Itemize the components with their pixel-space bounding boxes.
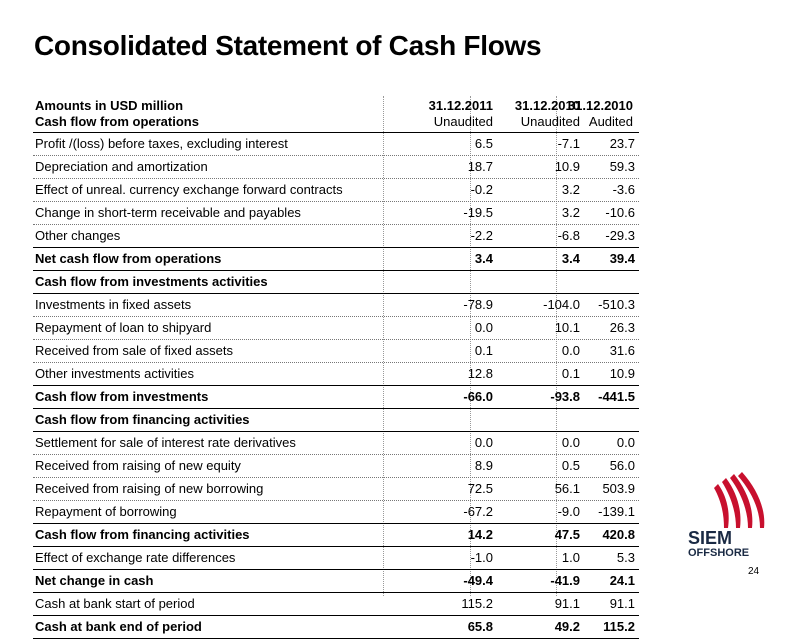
row-value: 0.1 [561,366,580,381]
row-value: -10.6 [605,205,635,220]
column-date: 31.12.2010 [514,98,580,113]
row-value: 59.3 [609,159,635,174]
row-value: -41.9 [550,573,580,588]
row-value: -7.1 [557,136,580,151]
row-value: 5.3 [616,550,635,565]
row-value: -66.0 [463,389,493,404]
units-label: Amounts in USD million [35,98,184,113]
row-label: Cash flow from investments activities [35,274,268,289]
column-status: Audited [588,114,633,129]
table-row [33,340,639,363]
row-value: 3.2 [561,182,580,197]
row-value: -49.4 [463,573,493,588]
row-value: -3.6 [612,182,635,197]
row-label: Change in short-term receivable and payables [35,205,301,220]
row-value: 0.1 [474,343,493,358]
row-value: 72.5 [467,481,493,496]
row-value: -6.8 [557,228,580,243]
row-value: 3.2 [561,205,580,220]
row-label: Received from sale of fixed assets [35,343,233,358]
table-row [33,317,639,340]
row-value: 0.0 [561,343,580,358]
row-value: 91.1 [554,596,580,611]
row-value: 91.1 [609,596,635,611]
row-label: Settlement for sale of interest rate derivatives [35,435,296,450]
table-row-total [33,271,639,294]
table-row [33,294,639,317]
row-label: Effect of exchange rate differences [35,550,236,565]
row-label: Depreciation and amortization [35,159,208,174]
row-value: 49.2 [554,619,580,634]
row-value: 31.6 [609,343,635,358]
row-label: Net change in cash [35,573,154,588]
row-label: Investments in fixed assets [35,297,192,312]
row-label: Cash flow from financing activities [35,412,250,427]
logo-text-siem: SIEM [688,528,733,548]
row-label: Cash flow from financing activities [35,527,250,542]
row-label: Cash flow from investments [35,389,209,404]
row-label: Other investments activities [35,366,194,381]
row-value: 12.8 [467,366,493,381]
row-value: 1.0 [561,550,580,565]
table-row-total [33,570,639,593]
row-value: 14.2 [467,527,493,542]
column-date: 31.12.2011 [428,98,493,113]
table-row [33,501,639,524]
table-row-total [33,386,639,409]
cash-flow-table [33,96,639,639]
table-row [33,133,639,156]
table-row [33,179,639,202]
row-label: Received from raising of new equity [35,458,241,473]
column-date: 31.12.2010 [567,98,633,113]
row-value: 10.9 [554,159,580,174]
row-value: 47.5 [554,527,580,542]
siem-offshore-logo [680,470,780,560]
row-value: -9.0 [557,504,580,519]
column-status: Unaudited [520,114,580,129]
row-value: -139.1 [598,504,635,519]
page-title: Consolidated Statement of Cash Flows [34,30,542,61]
table-row [33,202,639,225]
page-number: 24 [748,566,760,577]
row-value: 420.8 [602,527,635,542]
row-value: 56.0 [609,458,635,473]
row-value: 503.9 [602,481,635,496]
row-value: 115.2 [603,619,635,634]
row-value: 0.5 [561,458,580,473]
column-status: Unaudited [433,114,493,129]
row-value: 115.2 [461,596,493,611]
table-row [33,455,639,478]
logo-text-offshore: OFFSHORE [688,547,750,559]
row-value: -93.8 [550,389,580,404]
section-heading-operations: Cash flow from operations [35,114,199,129]
row-label: Effect of unreal. currency exchange forward contracts [35,182,343,197]
row-label: Other changes [35,228,121,243]
row-label: Repayment of loan to shipyard [35,320,212,335]
row-value: 23.7 [609,136,635,151]
sail-icon [714,472,764,528]
row-value: 18.7 [467,159,493,174]
row-value: 10.1 [554,320,580,335]
row-value: 26.3 [609,320,635,335]
row-value: 8.9 [474,458,493,473]
row-label: Repayment of borrowing [35,504,177,519]
row-value: 3.4 [474,251,493,266]
table-row [33,432,639,455]
table-row [33,225,639,248]
table-row [33,363,639,386]
row-value: 0.0 [616,435,635,450]
row-value: -0.2 [470,182,493,197]
table-row-total [33,616,639,639]
row-value: 0.0 [474,320,493,335]
table-row-total [33,524,639,547]
table-row-total [33,409,639,432]
row-value: -510.3 [598,297,635,312]
row-value: 24.1 [609,573,635,588]
table-row [33,593,639,616]
row-value: -78.9 [463,297,493,312]
table-row-total [33,248,639,271]
row-value: 0.0 [561,435,580,450]
table-row [33,547,639,570]
row-value: 65.8 [467,619,493,634]
row-value: -29.3 [605,228,635,243]
row-value: -67.2 [463,504,493,519]
row-value: -19.5 [463,205,493,220]
table-header [33,96,639,133]
row-label: Cash at bank start of period [35,596,195,611]
row-label: Net cash flow from operations [35,251,222,266]
table-row [33,156,639,179]
table-row [33,478,639,501]
row-value: -104.0 [543,297,580,312]
row-value: 56.1 [554,481,580,496]
row-value: -441.5 [598,389,635,404]
row-value: 0.0 [474,435,493,450]
row-value: 6.5 [474,136,493,151]
row-value: 39.4 [609,251,635,266]
row-value: -1.0 [470,550,493,565]
row-value: 10.9 [609,366,635,381]
row-label: Cash at bank end of period [35,619,202,634]
row-value: 3.4 [561,251,580,266]
row-label: Profit /(loss) before taxes, excluding interest [35,136,288,151]
row-label: Received from raising of new borrowing [35,481,264,496]
row-value: -2.2 [470,228,493,243]
